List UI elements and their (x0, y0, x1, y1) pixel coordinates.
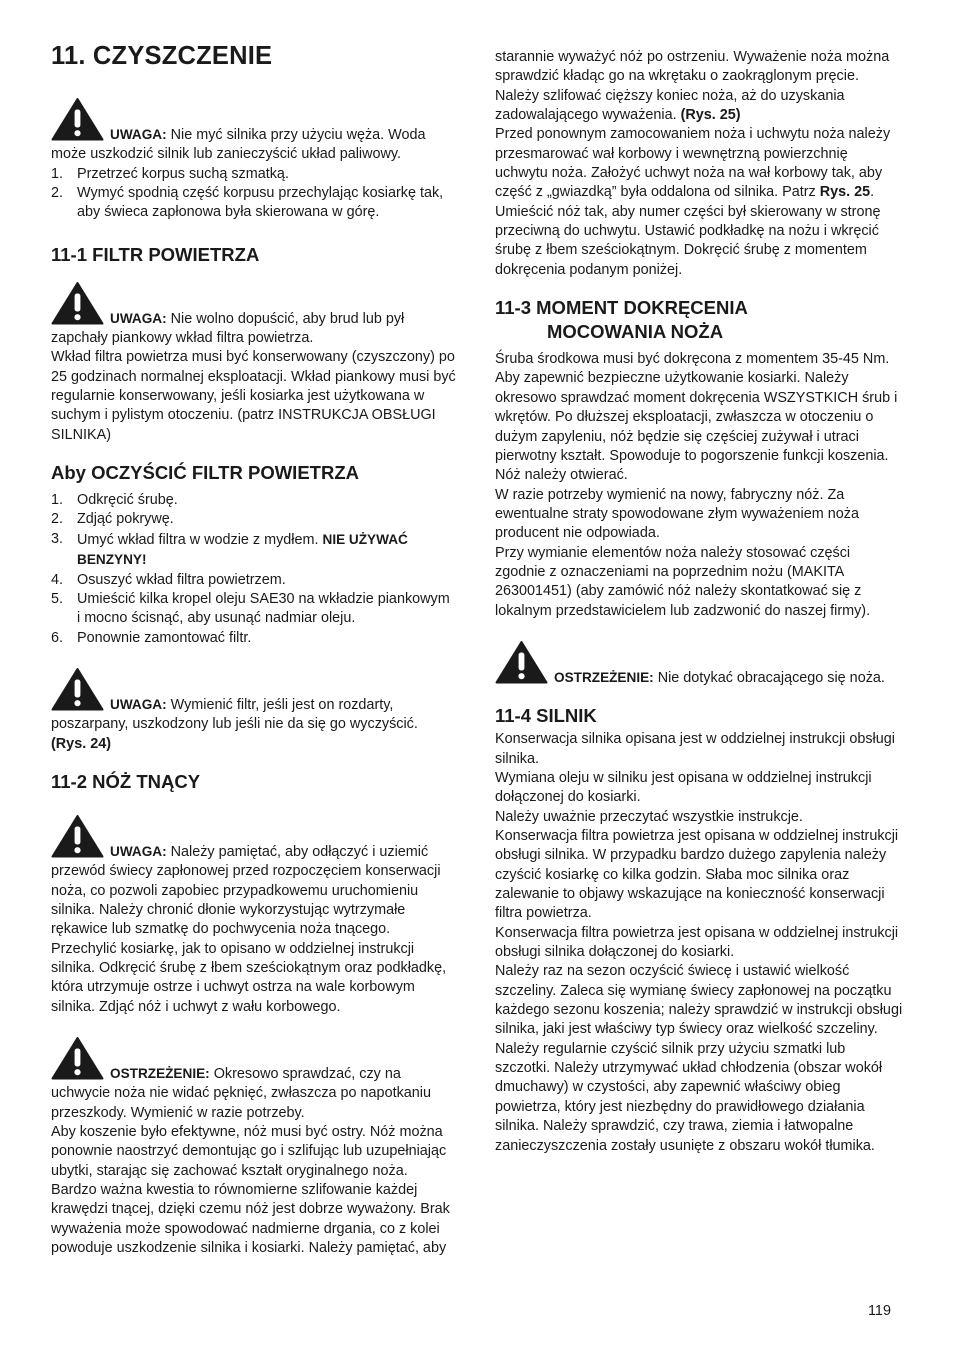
list-text: Przetrzeć korpus suchą szmatką. (77, 165, 289, 182)
warning-triangle-icon (51, 281, 104, 325)
engine-paragraph: Konserwacja silnika opisana jest w oddzielnej instrukcji obsługi silnika. (495, 731, 895, 767)
warning-label: UWAGA: (110, 843, 167, 859)
left-column (51, 42, 456, 1258)
engine-paragraph: Należy raz na sezon oczyścić świecę i ustawić wielkość szczeliny. Zaleca się wymianę świecy zapłonowej na początku każdego sezonu koszenia; należy sprawdzić w instrukcji obsługi silnika, jaki jest właściwy typ świecy oraz wielkość szczeliny. (495, 963, 903, 1038)
torque-body: Przy wymianie elementów noża należy stosować części zgodnie z oznaczeniami na poprzednim nożu (MAKITA 263001451) (aby zamówić nóż należy skontatkować się z lokalnym przedstawicielem lub zadzwonić do naszej firmy). (495, 544, 871, 619)
list-item (51, 184, 456, 223)
blade-body: Przechylić kosiarkę, jak to opisano w oddzielnej instrukcji silnika. Odkręcić śrubę z łbem sześciokątnym oraz podkładkę, która utrzymuje ostrze i uchwyt ostrza na wale korbowym silnika. Zdjąć nóż i uchwyt z wału korbowego. (51, 940, 447, 1015)
list-item (51, 491, 456, 510)
list-bold-text: NIE UŻYWAĆ BENZYNY! (77, 531, 408, 568)
list-item (51, 571, 456, 590)
body-text: starannie wyważyć nóż po ostrzeniu. Wyważenie noża można sprawdzić kładąc go na wkrętaku o zaokrąglonym pręcie. Należy szlifować cięższy koniec noża, aż do uzyskania zadowalającego wyważenia. (495, 49, 890, 124)
list-text: Umyć wkład filtra w wodzie z mydłem. (77, 531, 323, 548)
list-text: Zdjąć pokrywę. (77, 511, 174, 528)
warning-text: Nie dotykać obracającego się noża. (653, 669, 885, 686)
section-heading-11-1: 11-1 FILTR POWIETRZA (51, 243, 260, 265)
engine-paragraph: Konserwacja filtra powietrza jest opisana w oddzielnej instrukcji obsługi silnika. W przypadku bardzo dużego zapylenia należy czyścić kosiarkę co kilka godzin. Słaba moc silnika oraz zalewanie to objawy wskazujące na konieczność konserwacji filtra powietrza. (495, 828, 899, 922)
blade-sharpening-body: Aby koszenie było efektywne, nóż musi być ostry. Nóż można ponownie naostrzyć demontując go i szlifując lub uzupełniając ubytki, starając się zachować kształt oryginalnego noża. Bardzo ważna kwestia to równomierne szlifowanie każdej krawędzi tnącej, dzięki czemu nóż jest dobrze wyważony. Brak wyważenia może spowodować nadmierne drgania, co z kolei powoduje uszkodzenie silnika i kosiarki. Należy pamiętać, aby (51, 1124, 450, 1257)
list-number: 1. (51, 165, 64, 182)
list-number: 5. (51, 590, 64, 607)
section-heading-11-2: 11-2 NÓŻ TNĄCY (51, 770, 201, 792)
figure-ref: (Rys. 25) (680, 107, 741, 124)
heading-line: 11-3 MOMENT DOKRĘCENIA (495, 297, 748, 319)
section-heading-11-3 (495, 296, 903, 344)
balancing-body (495, 48, 903, 125)
warning-text: Wymienić filtr, jeśli jest on rozdarty, poszarpany, uszkodzony lub jeśli nie da się go wyczyścić. (51, 696, 418, 733)
engine-paragraph: Należy uważnie przeczytać wszystkie instrukcje. (495, 808, 803, 825)
warning-triangle-icon (51, 1036, 104, 1080)
list-text: Umieścić kilka kropel oleju SAE30 na wkładzie piankowym i mocno ścisnąć, aby usunąć nadmiar oleju. (77, 590, 450, 627)
page-title: 11. CZYSZCZENIE (51, 42, 273, 70)
list-number: 2. (51, 511, 64, 528)
list-number: 2. (51, 185, 64, 202)
right-column (495, 48, 903, 1156)
torque-body: W razie potrzeby wymienić na nowy, fabryczny nóż. Za ewentualne straty spowodowane złym wyważeniem noża producent nie odpowiada. (495, 486, 859, 542)
section-heading-11-4: 11-4 SILNIK (495, 705, 597, 727)
torque-body: Śruba środkowa musi być dokręcona z momentem 35-45 Nm. Aby zapewnić bezpieczne użytkowanie kosiarki. Należy okresowo sprawdzać moment dokręcenia WSZYSTKICH śrub i wkrętów. Po dłuższej eksploatacji, zwłaszcza w otoczeniu o dużym zapyleniu, nóż będzie się częściej zużywał i utraci pierwotny kształt. Spowoduje to pogorszenie funkcji koszenia. Nóż należy otwierać. (495, 351, 898, 484)
list-item (51, 530, 456, 571)
filter-warning (51, 281, 456, 349)
warning-label: UWAGA: (110, 127, 167, 142)
list-number: 6. (51, 629, 64, 646)
intro-warning (51, 97, 456, 165)
replace-filter-warning (51, 667, 456, 754)
install-body (495, 125, 903, 280)
list-text: Ponownie zamontować filtr. (77, 629, 252, 646)
warning-label: UWAGA: (110, 310, 167, 326)
list-item (51, 165, 456, 184)
intro-list (51, 165, 456, 223)
list-item (51, 590, 456, 629)
list-item (51, 510, 456, 529)
engine-paragraph: Konserwacja filtra powietrza jest opisana w oddzielnej instrukcji obsługi silnika dołączonej do kosiarki. (495, 924, 899, 961)
warning-text: Okresowo sprawdzać, czy na uchwycie noża nie widać pęknięć, zwłaszcza po napotkaniu przeszkody. Wymienić w razie potrzeby. (51, 1066, 431, 1121)
warning-triangle-icon (51, 97, 104, 141)
blade-crack-warning (51, 1036, 456, 1123)
heading-line: MOCOWANIA NOŻA (547, 321, 724, 343)
rotating-blade-warning (495, 640, 903, 688)
page-number: 119 (868, 1303, 891, 1319)
warning-label: UWAGA: (110, 696, 167, 712)
filter-body: Wkład filtra powietrza musi być konserwowany (czyszczony) po 25 godzinach normalnej eksploatacji. Wkład piankowy musi być regularnie konserwowany, jeśli kosiarka jest użytkowana w suchym i pylistym otoczeniu. (patrz INSTRUKCJA OBSŁUGI SILNIKA) (51, 349, 456, 443)
list-text: Wymyć spodnią część korpusu przechylając kosiarkę tak, aby świeca zapłonowa była skierowana w górę. (77, 185, 444, 221)
figure-ref: Rys. 25 (819, 184, 871, 201)
list-number: 4. (51, 571, 64, 588)
list-item (51, 629, 456, 648)
warning-text: Nie myć silnika przy użyciu węża. Woda może uszkodzić silnik lub zanieczyścić układ paliwowy. (51, 127, 426, 163)
warning-label: OSTRZEŻENIE: (554, 669, 654, 685)
list-number: 1. (51, 492, 64, 509)
figure-ref: (Rys. 24) (51, 735, 111, 752)
body-text: Przed ponownym zamocowaniem noża i uchwytu noża należy przesmarować wał korbowy i wewnętrzną powierzchnię uchwytu noża. Założyć uchwyt noża na wał korbowy tak, aby część z „gwiazdką” była oddalona od silnika. Patrz (495, 126, 891, 201)
warning-triangle-icon (51, 814, 104, 858)
list-number: 3. (51, 530, 64, 547)
engine-paragraph: Wymiana oleju w silniku jest opisana w oddzielnej instrukcji dołączonej do kosiarki. (495, 769, 872, 806)
list-text: Odkręcić śrubę. (77, 492, 178, 509)
engine-paragraph: Należy regularnie czyścić silnik przy użyciu szmatki lub szczotki. Należy utrzymywać układ chłodzenia (obszar wokół dmuchawy) w czystości, aby zapewnić właściwy obieg powietrza, który jest niezbędny do prawidłowego działania silnika. Należy sprawdzić, czy trawa, ziemia i łatwopalne zanieczyszczenia zostały usunięte z obszaru wokół tłumika. (495, 1040, 883, 1154)
warning-triangle-icon (495, 640, 548, 684)
warning-label: OSTRZEŻENIE: (110, 1066, 210, 1081)
clean-steps-list (51, 491, 456, 648)
list-text: Osuszyć wkład filtra powietrzem. (77, 571, 286, 588)
warning-text: Należy pamiętać, aby odłączyć i uziemić przewód świecy zapłonowej przed rozpoczęciem konserwacji noża, co pozwoli zapobiec przypadkowemu uruchomieniu silnika. Należy chronić dłonie wykorzystując wytrzymałe rękawice lub szmatkę do pochwycenia noża tnącego. (51, 843, 441, 938)
warning-triangle-icon (51, 667, 104, 711)
blade-warning (51, 814, 456, 940)
section-heading-clean-filter: Aby OCZYŚCIĆ FILTR POWIETRZA (51, 462, 359, 484)
warning-text: Nie wolno dopuścić, aby brud lub pył zapchały piankowy wkład filtra powietrza. (51, 310, 405, 347)
body-text: . Umieścić nóż tak, aby numer części był skierowany w stronę przeciwną do uchwytu. Ustawić podkładkę na nożu i wkręcić śrubę z łbem sześciokątnym. Dokręcić śrubę z momentem dokręcenia podanym poniżej. (495, 184, 881, 278)
